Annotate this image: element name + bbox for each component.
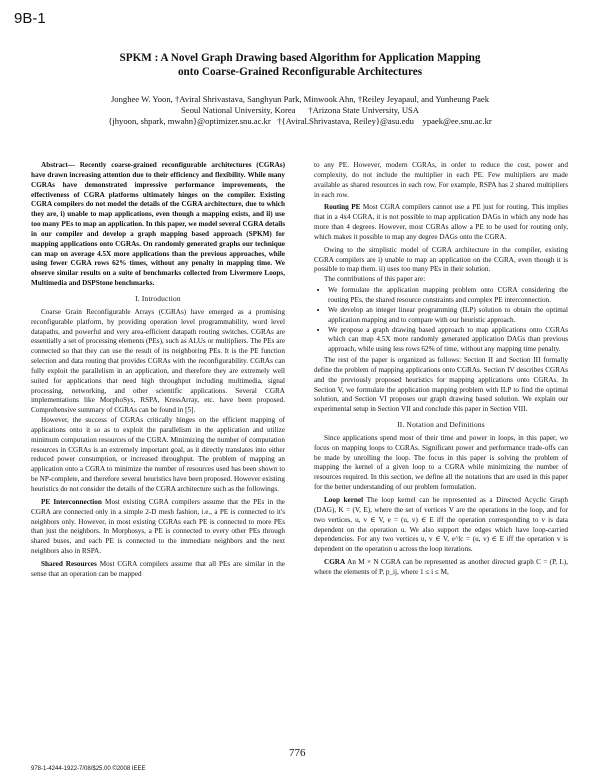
- section-heading-notation: II. Notation and Definitions: [397, 420, 485, 430]
- pe-interconnection-heading: PE Interconnection: [41, 497, 102, 506]
- intro-paragraph-1: Coarse Grain Reconfigurable Arrays (CGRAs) have emerged as a promising reconfigurable platform, by providing operation level programmability, word level datapaths, and powerful and very area-efficient datapath routing switches. CGRAs are essentially a set of processing elements (PEs), such as ALUs or multipliers. The PEs are connected so that they can use the result of its neighboring PEs. It is the PE function selection and data routing that provides CGRAs with the reconfigurability. CGRAs can fully exploit the parallelism in an application, and therefore they are extremely well suited for applications that need high throughput including multimedia, signal processing, networking, and other scientific applications. Several CGRA implementations like MorphoSys, RSPA, KressArray, etc. have been proposed. Comprehensive summary of CGRAs can be found in [5].: [31, 307, 285, 415]
- left-column: [31, 161, 285, 580]
- notation-paragraph: Since applications spend most of their time and power in loops, in this paper, we focus on mapping loops to CGRAs. Significant power and performance trade-offs can be made by unrolling the loop. The focus in this paper is solving the problem of mapping the kernel of a given loop to a CGRA while minimizing the number of resources required. In this section, we define all the notations that are used in this paper for the better understanding of our problem formulation.: [314, 433, 568, 492]
- section-heading-introduction: I. Introduction: [135, 293, 181, 303]
- session-tag: 9B-1: [14, 10, 46, 27]
- author-affiliations: Seoul National University, Korea †Arizona State University, USA: [180, 104, 420, 115]
- cgra-definition-paragraph: [314, 558, 568, 578]
- contributions-list: [314, 286, 568, 355]
- shared-resources-paragraph: [31, 560, 285, 580]
- organization-paragraph: The rest of the paper is organized as follows: Section II and Section III formally define the problem of mapping applications onto CGRAs. Section IV describes CGRAs and the previously proposed heuristics for mapping applications onto CGRAs. In Section V, we formulate the application mapping problem with ILP to find the optimal solution, and Section VI proposes our graph drawing based solution. We explain our experimental setup in Section VII and conclude this paper in Section VIII.: [314, 356, 568, 414]
- shared-resources-text: Most CGRA compilers assume that all PEs are similar in the sense that an operation can be mapped: [31, 559, 285, 578]
- footer-isbn: 978-1-4244-1922-7/08/$25.00 ©2008 IEEE: [31, 766, 146, 772]
- contribution-item: • We formulate the application mapping problem onto CGRA considering the routing PEs, the shared resource constraints and complex PE interconnection.: [328, 286, 568, 306]
- pe-interconnection-text: Most existing CGRA compilers assume that the PEs in the CGRA are connected only in a simple 2-D mesh fashion, i.e., a PE is connected to it's neighbors only. However, in most existing CGRAs each PE is connected to more PEs than just the neighbors. In Morphosys, a PE is connected to every other PEs through shared buses, and each PE is connected to the immediate neighbors and the next neighbors also in RSPA.: [31, 497, 286, 556]
- contribution-item: • We develop an integer linear programming (ILP) solution to obtain the optimal application mapping and to compare with our heuristic approach.: [328, 306, 568, 326]
- loop-kernel-heading: Loop kernel: [324, 496, 364, 504]
- contributions-intro: The contributions of this paper are:: [324, 275, 426, 284]
- routing-pe-text: Most CGRA compilers cannot use a PE just for routing. This implies that in a 4x4 CGRA, it is not possible to map application DAGs in which any node has more than 4 degrees. However, most CGRAs allow a PE to be used for routing only, which makes it possible to map any degree DAGs onto the CGRA.: [314, 203, 568, 241]
- shared-resources-continued: to any PE. However, modern CGRAs, in order to reduce the cost, power and complexity, do not include the multiplier in each PE. Few multipliers are made available as shared resources in each row. For example, RSPA has 2 shared multipliers in each row.: [314, 161, 568, 199]
- loop-kernel-text: The loop kernel can be represented as a Directed Acyclic Graph (DAG), K = (V, E), where the set of vertices V are the operations in the loop, and for two vertices, u, v ∈ V, e = (u, v) ∈ E iff the operation corresponding to v is data dependent on the operation u. We also support the edges which have loop-carried dependencies. For any two vertices u, v ∈ V, e^lc = (u, v) ∈ E iff the operation v is dependent on the operation u across the loop iterations.: [314, 496, 568, 554]
- cgra-text: An M × N CGRA can be represented as another directed graph C = (P, L), where the elements of P, p_ij, where 1 ≤ i ≤ M,: [314, 558, 568, 576]
- right-column: [314, 161, 568, 578]
- routing-pe-paragraph: [314, 203, 568, 242]
- cgra-heading: CGRA: [324, 558, 346, 567]
- paper-title: [40, 52, 560, 79]
- author-emails: {jhyoon, shpark, mwahn}@optimizer.snu.ac.kr †{Aviral.Shrivastava, Reiley}@asu.edu ypaek@ee.snu.ac.kr: [108, 115, 492, 126]
- pe-interconnection-paragraph: [31, 498, 285, 557]
- title-line-1: SPKM : A Novel Graph Drawing based Algorithm for Application Mapping: [119, 52, 481, 64]
- limitations-paragraph: Owing to the simplistic model of CGRA architecture in the compiler, existing CGRA compilers are i) unable to map an application on the CGRA, even though it is possible to map them. ii) uses too many PEs in their solution.: [314, 245, 568, 274]
- loop-kernel-paragraph: [314, 496, 568, 555]
- shared-resources-heading: Shared Resources: [41, 559, 97, 568]
- intro-paragraph-2: However, the success of CGRAs critically hinges on the efficient mapping of applications onto it so as to exploit the parallelism in the application and utilize minimum computation resources of the CGRA. Minimizing the number of computation resources in CGRAs is an extremely important goal, as it directly translates into either reduced power consumption, or increased throughput. The problem of mapping an application onto a CGRA to minimize the number of resources used has been shown to be NP-complete, and therefore several heuristics have been proposed. However existing heuristics do not consider the details of the CGRA architecture such as the followings.: [31, 416, 285, 493]
- author-names: Jonghee W. Yoon, †Aviral Shrivastava, Sanghyun Park, Minwook Ahn, †Reiley Jeyapaul, and Yunheung Paek: [110, 94, 490, 104]
- author-block: [30, 94, 570, 126]
- page-number: 776: [289, 747, 306, 759]
- abstract: Abstract— Recently coarse-grained reconfigurable architectures (CGRAs) have drawn increasing attention due to their efficiency and flexibility. While many CGRAs have demonstrated impressive performance improvements, the effectiveness of CGRA platforms ultimately hinges on the compiler. Existing CGRA compilers do not model the details of the CGRA architecture, due to which they are, i) unable to map applications, even though a mapping exists, and ii) use too many PEs to map an application. In this paper, we model several CGRA details in our compiler and develop a graph mapping based approach (SPKM) for mapping applications onto CGRAs. On randomly generated graphs our technique can map on average 4.5X more applications than the previous approaches, while using fewer CGRA rows 62% times, without any penalty in mapping time. We observe similar results on a suite of benchmarks collected from Livermore Loops, Multimedia and DSPStone benchmarks.: [31, 161, 285, 288]
- title-line-2: onto Coarse-Grained Reconfigurable Architectures: [177, 65, 423, 78]
- contribution-item: • We propose a graph drawing based approach to map applications onto CGRAs which can map 4.5X more randomly generated application DAGs than previous approach, while using less rows 62% of time, without any mapping time penalty.: [328, 326, 568, 356]
- routing-pe-heading: Routing PE: [324, 203, 361, 212]
